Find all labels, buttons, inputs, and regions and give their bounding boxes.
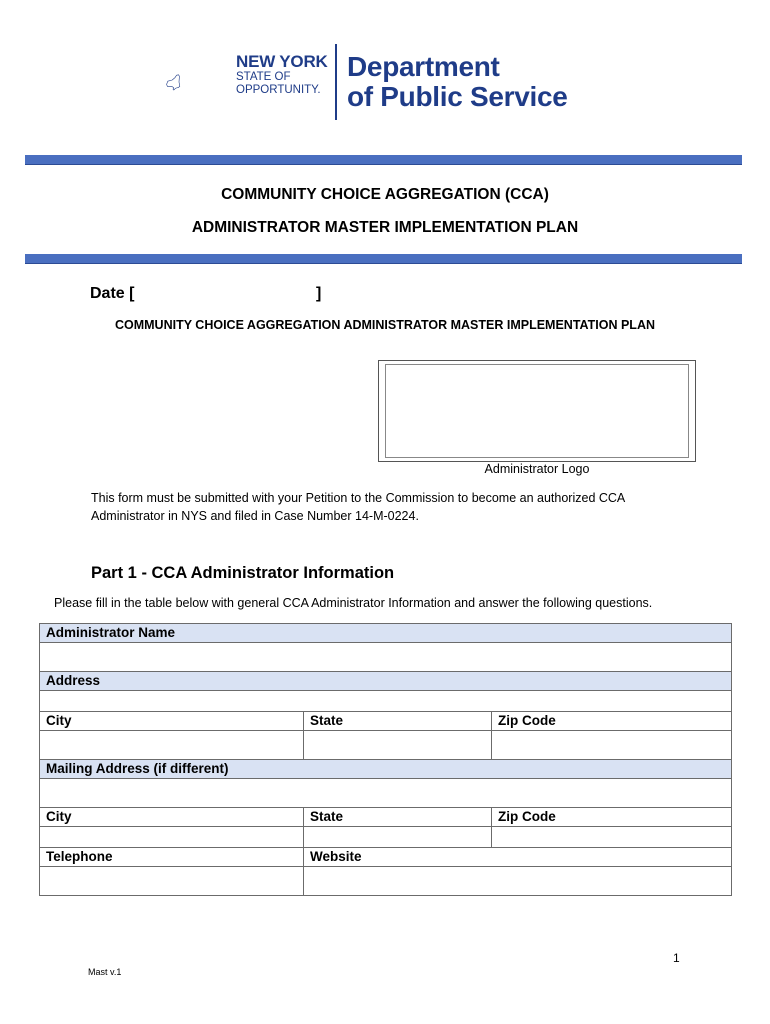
mailing-state-field[interactable] — [304, 827, 492, 848]
page-number: 1 — [673, 951, 680, 965]
telephone-label: Telephone — [40, 848, 304, 867]
ny-state-map-icon — [165, 40, 245, 125]
date-label: Date [ — [90, 285, 135, 302]
administrator-name-label: Administrator Name — [40, 624, 732, 643]
part1-instructions: Please fill in the table below with general CCA Administrator Information and answer the following questions. — [54, 596, 653, 610]
website-field[interactable] — [304, 867, 732, 896]
administrator-info-table — [39, 623, 732, 896]
mailing-city-label: City — [40, 808, 304, 827]
telephone-field[interactable] — [40, 867, 304, 896]
state-field[interactable] — [304, 731, 492, 760]
administrator-logo-box[interactable] — [378, 360, 696, 462]
mailing-zip-code-field[interactable] — [492, 827, 732, 848]
website-label: Website — [304, 848, 732, 867]
header-bar-top — [25, 155, 742, 165]
administrator-name-field[interactable] — [40, 643, 732, 672]
zip-code-label: Zip Code — [492, 712, 732, 731]
address-label: Address — [40, 672, 732, 691]
mailing-zip-code-label: Zip Code — [492, 808, 732, 827]
mailing-state-label: State — [304, 808, 492, 827]
state-name-line3: OPPORTUNITY. — [236, 84, 321, 96]
state-label: State — [304, 712, 492, 731]
zip-code-field[interactable] — [492, 731, 732, 760]
document-title-line1: COMMUNITY CHOICE AGGREGATION (CCA) — [221, 186, 549, 203]
document-title-line2: ADMINISTRATOR MASTER IMPLEMENTATION PLAN — [191, 219, 579, 236]
mailing-city-field[interactable] — [40, 827, 304, 848]
date-bracket-close: ] — [316, 285, 322, 302]
mailing-address-field[interactable] — [40, 779, 732, 808]
mailing-address-label: Mailing Address (if different) — [40, 760, 732, 779]
agency-name — [347, 52, 568, 112]
header-bar-bottom — [25, 254, 742, 264]
plan-heading: COMMUNITY CHOICE AGGREGATION ADMINISTRATOR MASTER IMPLEMENTATION PLAN — [114, 318, 656, 332]
form-note: This form must be submitted with your Petition to the Commission to become an authorized CCA Administrator in NYS and filed in Case Number 14-M-0224. — [91, 491, 625, 523]
address-field[interactable] — [40, 691, 732, 712]
footer-version: Mast v.1 — [88, 967, 122, 977]
state-name-title: NEW YORK — [236, 52, 328, 71]
ny-state-wordmark — [236, 53, 328, 96]
agency-line2: of Public Service — [347, 81, 568, 112]
part1-title: Part 1 - CCA Administrator Information — [91, 564, 395, 582]
logo-divider — [335, 44, 337, 120]
logo-caption: Administrator Logo — [484, 462, 590, 476]
state-name-line2: STATE OF — [236, 71, 291, 83]
city-label: City — [40, 712, 304, 731]
agency-line1: Department — [347, 51, 500, 82]
city-field[interactable] — [40, 731, 304, 760]
logo-box-frame — [385, 364, 689, 458]
